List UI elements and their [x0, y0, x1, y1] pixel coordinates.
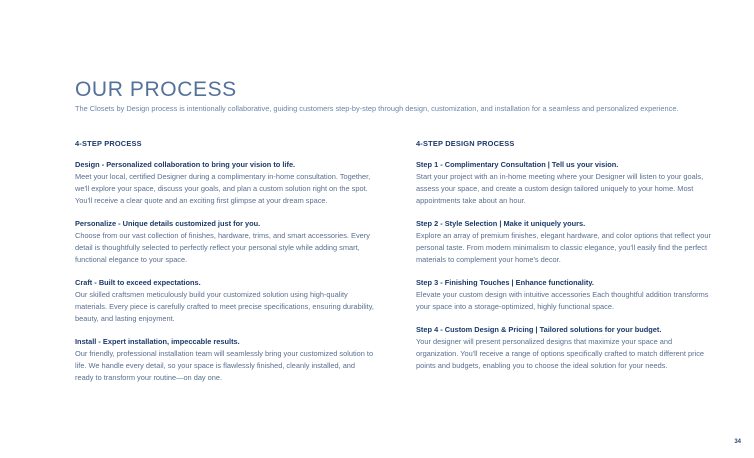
page-number: 34 — [734, 439, 741, 445]
step-title: Step 4 - Custom Design & Pricing | Tailored solutions for your budget. — [416, 324, 662, 334]
column-4-step-design-process — [416, 139, 715, 395]
step-title: Install - Expert installation, impeccable results. — [75, 336, 240, 346]
process-columns — [75, 139, 715, 395]
step-block-step-4 — [416, 324, 715, 372]
step-body: Your designer will present personalized designs that maximize your space and organization. You'll receive a range of options specifically crafted to match different price points and budgets, enabling you to choose the ideal solution for your needs. — [416, 336, 705, 370]
step-block-craft — [75, 277, 374, 325]
step-block-install — [75, 336, 374, 384]
step-body: Meet your local, certified Designer during a complimentary in-home consultation. Together, we'll explore your space, discuss your goals, and plan a custom solution right on the spot. You'll receive a clear quote and an exciting first glimpse at your dream space. — [75, 171, 371, 205]
step-body: Choose from our vast collection of finishes, hardware, trims, and smart accessories. Every detail is thoughtfully selected to perfectly reflect your personal style while adding smart, functional elegance to your space. — [75, 230, 370, 264]
step-title: Step 2 - Style Selection | Make it uniquely yours. — [416, 218, 586, 228]
step-title: Craft - Built to exceed expectations. — [75, 277, 201, 287]
column-4-step-process — [75, 139, 374, 395]
page-title: OUR PROCESS — [75, 78, 237, 102]
step-body: Explore an array of premium finishes, elegant hardware, and color options that reflect your personal taste. From modern minimalism to classic elegance, you'll easily find the perfect materials to complement your home's decor. — [416, 230, 711, 264]
step-title: Step 1 - Complimentary Consultation | Tell us your vision. — [416, 160, 619, 169]
step-block-step-3 — [416, 277, 715, 313]
step-block-step-1 — [416, 159, 715, 207]
step-body: Start your project with an in-home meeting where your Designer will listen to your goals, assess your space, and create a custom design tailored uniquely to your home. Most appointments take about an hour. — [416, 171, 704, 205]
step-title: Design - Personalized collaboration to bring your vision to life. — [75, 160, 296, 169]
step-body: Our skilled craftsmen meticulously build your customized solution using high-quality materials. Every piece is carefully crafted to meet precise specifications, ensuring durability, beauty, and lasting enjoyment. — [75, 289, 374, 323]
column-header: 4-STEP DESIGN PROCESS — [416, 139, 515, 148]
step-block-personalize — [75, 218, 374, 266]
step-block-design — [75, 159, 374, 207]
step-body: Our friendly, professional installation team will seamlessly bring your customized solution to life. We handle every detail, so your space is flawlessly finished, cleanly installed, and ready to transform your routine—on day one. — [75, 348, 374, 382]
step-title: Personalize - Unique details customized just for you. — [75, 218, 261, 228]
column-header: 4-STEP PROCESS — [75, 139, 142, 148]
step-block-step-2 — [416, 218, 715, 266]
step-title: Step 3 - Finishing Touches | Enhance functionality. — [416, 277, 594, 287]
page-subtitle: The Closets by Design process is intentionally collaborative, guiding customers step-by-step through design, customization, and installation for a seamless and personalized experience. — [75, 104, 679, 114]
step-body: Elevate your custom design with intuitive accessories Each thoughtful addition transforms your space into a storage-optimized, highly functional space. — [416, 289, 709, 311]
